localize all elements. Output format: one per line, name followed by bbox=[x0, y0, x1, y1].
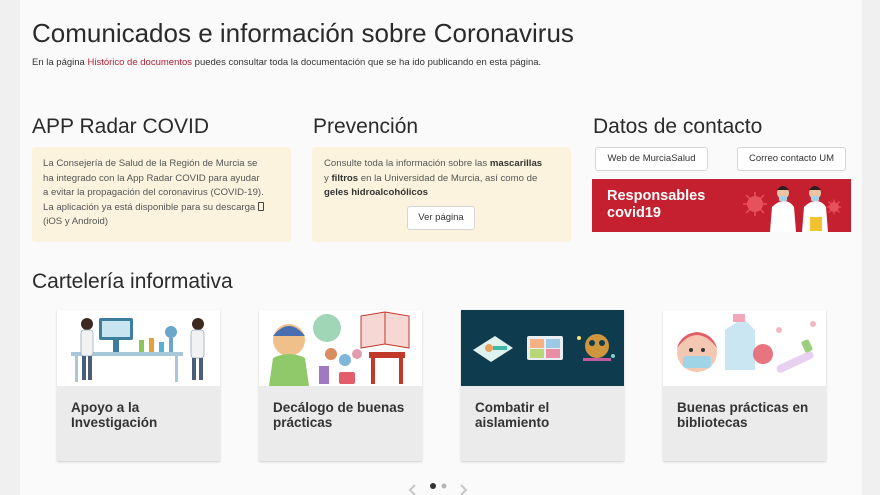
prevencion-text-3: en la Universidad de Murcia, así como de bbox=[358, 172, 538, 184]
card-label-line-1: Buenas prácticas en bbox=[677, 400, 809, 415]
app-radar-line-2: ha integrado con la App Radar COVID para ayudar bbox=[43, 172, 260, 184]
historico-documentos-link[interactable]: Histórico de documentos bbox=[87, 57, 193, 68]
mascarillas-text: mascarillas bbox=[489, 158, 543, 169]
card-image-bibliotecas bbox=[663, 310, 826, 386]
prevencion-line-1 bbox=[324, 157, 559, 172]
carteleria-heading: Cartelería informativa bbox=[32, 270, 233, 293]
banner-text bbox=[607, 188, 705, 222]
aislamiento-illustration bbox=[461, 310, 624, 386]
card-buenas-practicas-bibliotecas[interactable] bbox=[663, 310, 826, 461]
ver-pagina-button[interactable]: Ver página bbox=[407, 206, 475, 230]
card-label bbox=[273, 400, 413, 430]
page-title: Comunicados e información sobre Coronavirus bbox=[32, 18, 574, 48]
card-label bbox=[677, 400, 817, 430]
filtros-text: filtros bbox=[331, 172, 359, 184]
bibliotecas-illustration bbox=[663, 310, 826, 386]
app-radar-line-5: (iOS y Android) bbox=[43, 216, 109, 227]
app-radar-box bbox=[32, 147, 291, 242]
lab-illustration bbox=[57, 310, 220, 386]
card-label bbox=[71, 400, 211, 430]
intro-text-end: puedes consultar toda la documentación que se ha ido publicando en esta página. bbox=[192, 57, 542, 68]
prevencion-text-1: Consulte toda la información sobre las bbox=[324, 158, 490, 169]
card-label-line-1: Combatir el bbox=[475, 400, 550, 415]
mobile-phone-icon bbox=[258, 202, 264, 211]
card-image-decalogo bbox=[259, 310, 422, 386]
card-image-lab bbox=[57, 310, 220, 386]
card-label-line-2: Investigación bbox=[71, 415, 158, 430]
card-label-line-2: prácticas bbox=[273, 415, 333, 430]
card-decalogo-buenas-practicas[interactable] bbox=[259, 310, 422, 461]
carousel-next-icon[interactable] bbox=[461, 485, 466, 495]
prevencion-line-2 bbox=[324, 172, 559, 187]
app-radar-line-4 bbox=[43, 201, 280, 216]
prevencion-text-2: y bbox=[324, 172, 332, 184]
intro-text bbox=[32, 57, 541, 68]
responsables-covid-banner[interactable] bbox=[592, 179, 851, 232]
correo-contacto-button[interactable]: Correo contacto UM bbox=[737, 147, 846, 171]
app-radar-heading: APP Radar COVID bbox=[32, 115, 210, 138]
geles-text: geles hidroalcohólicos bbox=[324, 187, 428, 198]
card-image-aislamiento bbox=[461, 310, 624, 386]
app-radar-line-1: La Consejería de Salud de la Región de Murcia se bbox=[43, 158, 258, 169]
murciasalud-button[interactable]: Web de MurciaSalud bbox=[595, 147, 708, 171]
card-label-line-1: Apoyo a la bbox=[71, 400, 140, 415]
app-radar-line-4-text: La aplicación ya está disponible para su descarga bbox=[43, 201, 256, 213]
card-label bbox=[475, 400, 615, 430]
decalogo-illustration bbox=[259, 310, 422, 386]
card-label-line-2: aislamiento bbox=[475, 415, 550, 430]
app-radar-line-3: a evitar la propagación del coronavirus (COVID-19). bbox=[43, 187, 264, 198]
banner-line-2: covid19 bbox=[607, 205, 661, 221]
main-content bbox=[20, 0, 862, 495]
card-combatir-aislamiento[interactable] bbox=[461, 310, 624, 461]
contacto-heading: Datos de contacto bbox=[593, 115, 763, 138]
card-label-line-2: bibliotecas bbox=[677, 415, 748, 430]
carousel-svg bbox=[405, 480, 475, 495]
prevencion-heading: Prevención bbox=[313, 115, 419, 138]
doctors-illustration bbox=[764, 179, 834, 232]
intro-text-start: En la página bbox=[32, 57, 88, 68]
carousel-dot[interactable] bbox=[442, 484, 447, 489]
carousel-dot-active[interactable] bbox=[430, 483, 436, 489]
banner-line-1: Responsables bbox=[607, 188, 706, 204]
prevencion-line-3 bbox=[324, 186, 559, 201]
card-apoyo-investigacion[interactable] bbox=[57, 310, 220, 461]
carousel-prev-icon[interactable] bbox=[410, 485, 415, 495]
carousel-controls bbox=[405, 480, 475, 495]
card-label-line-1: Decálogo de buenas bbox=[273, 400, 405, 415]
